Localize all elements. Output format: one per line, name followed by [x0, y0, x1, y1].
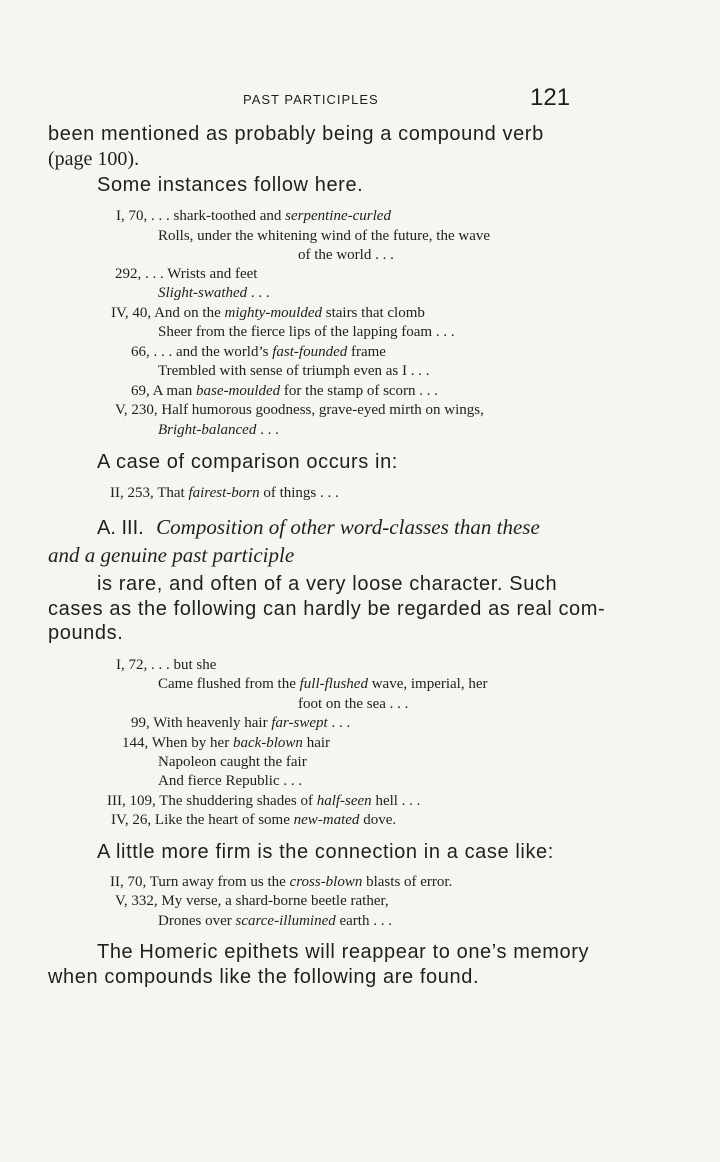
running-head	[0, 84, 720, 118]
citation-line: Napoleon caught the fair	[158, 754, 307, 770]
section-label: A. III.	[97, 517, 144, 539]
citation-line: Rolls, under the whitening wind of the future, the wave	[158, 228, 491, 244]
citation-line: foot on the sea . . .	[298, 696, 409, 712]
paragraph-line: been mentioned as probably being a compound verb	[48, 123, 544, 145]
paragraph-line: A case of comparison occurs in:	[97, 451, 398, 473]
paragraph-line: is rare, and often of a very loose character. Such	[97, 573, 558, 595]
paragraph-line: (page 100).	[48, 148, 140, 170]
citation-line: 144, When by her back-blown hair	[122, 735, 331, 751]
citation-line: of the world . . .	[298, 247, 394, 263]
paragraph-line: cases as the following can hardly be regarded as real com-	[48, 598, 606, 620]
citation-line: And fierce Republic . . .	[158, 773, 303, 789]
section-title: Composition of other word-classes than these	[156, 515, 540, 539]
citation-line: V, 230, Half humorous goodness, grave-eyed mirth on wings,	[115, 402, 484, 418]
running-head-title: PAST PARTICIPLES	[243, 92, 379, 107]
section-heading	[97, 515, 540, 540]
citation-line: 66, . . . and the world’s fast-founded frame	[131, 344, 386, 360]
paragraph-line: pounds.	[48, 622, 124, 644]
page-number: 121	[530, 84, 571, 111]
citation-line: V, 332, My verse, a shard-borne beetle rather,	[115, 893, 389, 909]
citation-line: I, 72, . . . but she	[116, 657, 217, 673]
citation-line: 99, With heavenly hair far-swept . . .	[131, 715, 351, 731]
paragraph-line: The Homeric epithets will reappear to one’s memory	[97, 941, 590, 963]
paragraph-line: when compounds like the following are found.	[48, 966, 480, 988]
citation-line: Came flushed from the full-flushed wave, imperial, her	[158, 676, 488, 692]
citation-line: III, 109, The shuddering shades of half-seen hell . . .	[107, 793, 421, 809]
paragraph-line: Some instances follow here.	[97, 174, 364, 196]
citation-line: IV, 26, Like the heart of some new-mated dove.	[111, 812, 397, 828]
citation-line: I, 70, . . . shark-toothed and serpentine-curled	[116, 208, 391, 224]
paragraph-line: A little more firm is the connection in a case like:	[97, 841, 554, 863]
citation-line: II, 253, That fairest-born of things . . .	[110, 485, 339, 501]
citation-line: II, 70, Turn away from us the cross-blown blasts of error.	[110, 874, 453, 890]
citation-line: Trembled with sense of triumph even as I . . .	[158, 363, 430, 379]
citation-line: Drones over scarce-illumined earth . . .	[158, 913, 392, 929]
citation-line: 292, . . . Wrists and feet	[115, 266, 258, 282]
citation-line: 69, A man base-moulded for the stamp of scorn . . .	[131, 383, 439, 399]
citation-line: Slight-swathed . . .	[158, 285, 270, 301]
citation-line: Bright-balanced . . .	[158, 422, 279, 438]
section-title-continued: and a genuine past participle	[48, 543, 295, 567]
citation-line: IV, 40, And on the mighty-moulded stairs that clomb	[111, 305, 425, 321]
citation-line: Sheer from the fierce lips of the lapping foam . . .	[158, 324, 455, 340]
